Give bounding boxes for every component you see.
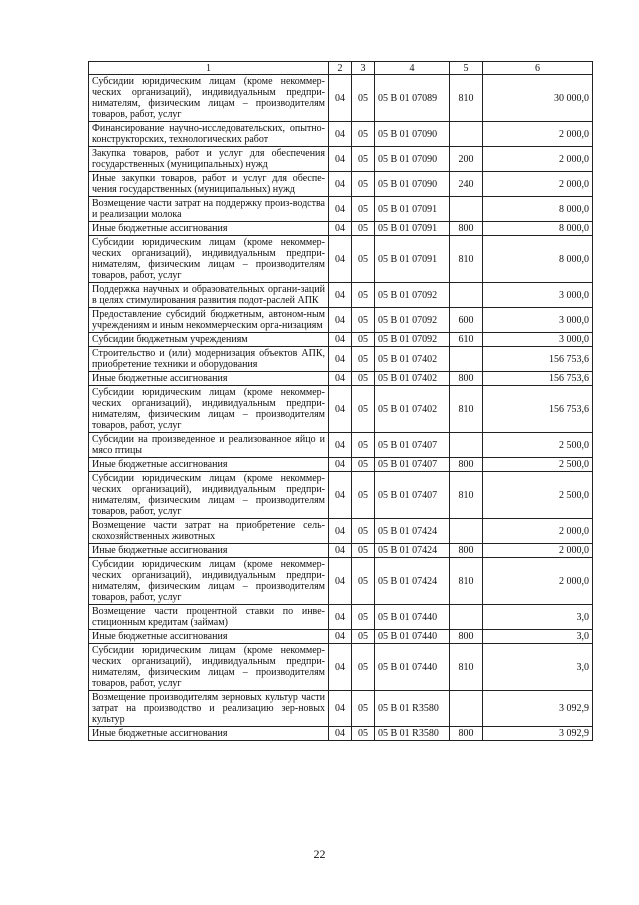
- row-subsection-cell: 05: [352, 122, 375, 147]
- row-name-cell: Субсидии юридическим лицам (кроме некоммер-ческих организаций), индивидуальным предпри-нимателям, физическим лицам – производителям товаров, работ, услуг: [89, 472, 329, 519]
- row-amount-cell: 3,0: [483, 605, 593, 630]
- row-subsection-cell: 05: [352, 75, 375, 122]
- row-amount-cell: 3 000,0: [483, 308, 593, 333]
- column-header-3: 3: [352, 62, 375, 75]
- row-expense-type-cell: [450, 605, 483, 630]
- table-row: [89, 197, 593, 222]
- row-amount-cell: 156 753,6: [483, 372, 593, 386]
- row-amount-cell: 3 092,9: [483, 691, 593, 727]
- row-subsection-cell: 05: [352, 519, 375, 544]
- row-target-article-cell: 05 В 01 07424: [375, 558, 450, 605]
- row-expense-type-cell: 610: [450, 333, 483, 347]
- row-section-cell: 04: [329, 605, 352, 630]
- row-name-cell: Иные закупки товаров, работ и услуг для обеспе-чения государственных (муниципальных) нужд: [89, 172, 329, 197]
- row-amount-cell: 8 000,0: [483, 197, 593, 222]
- row-expense-type-cell: 810: [450, 75, 483, 122]
- row-subsection-cell: 05: [352, 433, 375, 458]
- row-expense-type-cell: 810: [450, 644, 483, 691]
- row-expense-type-cell: [450, 691, 483, 727]
- row-expense-type-cell: 810: [450, 236, 483, 283]
- table-row: [89, 236, 593, 283]
- row-name-cell: Закупка товаров, работ и услуг для обеспечения государственных (муниципальных) нужд: [89, 147, 329, 172]
- row-section-cell: 04: [329, 147, 352, 172]
- row-section-cell: 04: [329, 386, 352, 433]
- row-subsection-cell: 05: [352, 147, 375, 172]
- row-target-article-cell: 05 В 01 07090: [375, 122, 450, 147]
- row-section-cell: 04: [329, 122, 352, 147]
- table-row: [89, 605, 593, 630]
- row-name-cell: Иные бюджетные ассигнования: [89, 222, 329, 236]
- row-name-cell: Возмещение части затрат на приобретение сель-скохозяйственных животных: [89, 519, 329, 544]
- row-target-article-cell: 05 В 01 07402: [375, 386, 450, 433]
- row-section-cell: 04: [329, 691, 352, 727]
- row-section-cell: 04: [329, 472, 352, 519]
- row-section-cell: 04: [329, 333, 352, 347]
- row-expense-type-cell: 810: [450, 386, 483, 433]
- row-subsection-cell: 05: [352, 283, 375, 308]
- row-target-article-cell: 05 В 01 07440: [375, 644, 450, 691]
- row-amount-cell: 2 000,0: [483, 558, 593, 605]
- row-amount-cell: 3,0: [483, 630, 593, 644]
- row-subsection-cell: 05: [352, 172, 375, 197]
- row-section-cell: 04: [329, 222, 352, 236]
- row-target-article-cell: 05 В 01 07440: [375, 605, 450, 630]
- row-expense-type-cell: [450, 197, 483, 222]
- row-section-cell: 04: [329, 197, 352, 222]
- row-target-article-cell: 05 В 01 07402: [375, 372, 450, 386]
- table-row: [89, 691, 593, 727]
- row-amount-cell: 3 092,9: [483, 727, 593, 741]
- row-section-cell: 04: [329, 433, 352, 458]
- row-expense-type-cell: [450, 347, 483, 372]
- row-name-cell: Субсидии юридическим лицам (кроме некоммер-ческих организаций), индивидуальным предпри-нимателям, физическим лицам – производителям товаров, работ, услуг: [89, 558, 329, 605]
- row-target-article-cell: 05 В 01 07407: [375, 472, 450, 519]
- row-expense-type-cell: 800: [450, 544, 483, 558]
- row-name-cell: Иные бюджетные ассигнования: [89, 458, 329, 472]
- row-target-article-cell: 05 В 01 07424: [375, 519, 450, 544]
- row-amount-cell: 30 000,0: [483, 75, 593, 122]
- row-name-cell: Финансирование научно-исследовательских, опытно-конструкторских, технологических работ: [89, 122, 329, 147]
- row-section-cell: 04: [329, 75, 352, 122]
- row-target-article-cell: 05 В 01 07090: [375, 147, 450, 172]
- column-header-4: 4: [375, 62, 450, 75]
- row-section-cell: 04: [329, 558, 352, 605]
- table-row: [89, 386, 593, 433]
- row-section-cell: 04: [329, 308, 352, 333]
- row-subsection-cell: 05: [352, 558, 375, 605]
- row-subsection-cell: 05: [352, 308, 375, 333]
- row-subsection-cell: 05: [352, 644, 375, 691]
- row-subsection-cell: 05: [352, 630, 375, 644]
- table-row: [89, 308, 593, 333]
- row-target-article-cell: 05 В 01 07407: [375, 433, 450, 458]
- row-subsection-cell: 05: [352, 197, 375, 222]
- table-row: [89, 372, 593, 386]
- table-row: [89, 544, 593, 558]
- table-row: [89, 558, 593, 605]
- row-expense-type-cell: 240: [450, 172, 483, 197]
- row-name-cell: Возмещение производителям зерновых культур части затрат на производство и реализацию зер-новых культур: [89, 691, 329, 727]
- row-amount-cell: 8 000,0: [483, 236, 593, 283]
- table-row: [89, 333, 593, 347]
- column-header-6: 6: [483, 62, 593, 75]
- row-expense-type-cell: 810: [450, 558, 483, 605]
- table-row: [89, 122, 593, 147]
- row-target-article-cell: 05 В 01 R3580: [375, 727, 450, 741]
- row-target-article-cell: 05 В 01 07092: [375, 308, 450, 333]
- table-body: [89, 75, 593, 741]
- row-name-cell: Иные бюджетные ассигнования: [89, 372, 329, 386]
- row-subsection-cell: 05: [352, 372, 375, 386]
- row-expense-type-cell: [450, 433, 483, 458]
- table-row: [89, 147, 593, 172]
- row-subsection-cell: 05: [352, 386, 375, 433]
- column-header-1: 1: [89, 62, 329, 75]
- row-section-cell: 04: [329, 519, 352, 544]
- row-section-cell: 04: [329, 372, 352, 386]
- row-amount-cell: 3,0: [483, 644, 593, 691]
- table-row: [89, 644, 593, 691]
- row-name-cell: Поддержка научных и образовательных органи-заций в целях стимулирования развития подот-раслей АПК: [89, 283, 329, 308]
- row-subsection-cell: 05: [352, 236, 375, 283]
- table-row: [89, 630, 593, 644]
- table-row: [89, 172, 593, 197]
- row-expense-type-cell: 200: [450, 147, 483, 172]
- row-expense-type-cell: 600: [450, 308, 483, 333]
- row-section-cell: 04: [329, 347, 352, 372]
- row-amount-cell: 8 000,0: [483, 222, 593, 236]
- row-expense-type-cell: 800: [450, 372, 483, 386]
- table-row: [89, 222, 593, 236]
- row-section-cell: 04: [329, 283, 352, 308]
- row-amount-cell: 2 000,0: [483, 147, 593, 172]
- row-target-article-cell: 05 В 01 07092: [375, 283, 450, 308]
- row-target-article-cell: 05 В 01 07091: [375, 197, 450, 222]
- row-target-article-cell: 05 В 01 07090: [375, 172, 450, 197]
- row-amount-cell: 2 500,0: [483, 472, 593, 519]
- row-amount-cell: 2 500,0: [483, 433, 593, 458]
- row-amount-cell: 2 000,0: [483, 544, 593, 558]
- row-subsection-cell: 05: [352, 544, 375, 558]
- row-name-cell: Субсидии юридическим лицам (кроме некоммер-ческих организаций), индивидуальным предпри-нимателям, физическим лицам – производителям товаров, работ, услуг: [89, 75, 329, 122]
- table-row: [89, 472, 593, 519]
- row-expense-type-cell: [450, 283, 483, 308]
- row-expense-type-cell: 800: [450, 727, 483, 741]
- row-expense-type-cell: 800: [450, 630, 483, 644]
- table-row: [89, 433, 593, 458]
- row-target-article-cell: 05 В 01 07091: [375, 236, 450, 283]
- row-subsection-cell: 05: [352, 458, 375, 472]
- budget-table: [88, 61, 593, 741]
- row-section-cell: 04: [329, 236, 352, 283]
- row-name-cell: Иные бюджетные ассигнования: [89, 630, 329, 644]
- row-amount-cell: 2 000,0: [483, 122, 593, 147]
- row-name-cell: Субсидии юридическим лицам (кроме некоммер-ческих организаций), индивидуальным предпри-нимателям, физическим лицам – производителям товаров, работ, услуг: [89, 644, 329, 691]
- table-row: [89, 519, 593, 544]
- row-amount-cell: 3 000,0: [483, 283, 593, 308]
- row-section-cell: 04: [329, 544, 352, 558]
- row-name-cell: Субсидии юридическим лицам (кроме некоммер-ческих организаций), индивидуальным предпри-нимателям, физическим лицам – производителям товаров, работ, услуг: [89, 236, 329, 283]
- row-section-cell: 04: [329, 727, 352, 741]
- row-name-cell: Предоставление субсидий бюджетным, автоном-ным учреждениям и иным некоммерческим орга-низациям: [89, 308, 329, 333]
- table-row: [89, 727, 593, 741]
- row-expense-type-cell: [450, 122, 483, 147]
- row-subsection-cell: 05: [352, 222, 375, 236]
- row-name-cell: Иные бюджетные ассигнования: [89, 727, 329, 741]
- table-header-row: [89, 62, 593, 75]
- row-expense-type-cell: [450, 519, 483, 544]
- table-row: [89, 458, 593, 472]
- row-subsection-cell: 05: [352, 472, 375, 519]
- row-name-cell: Возмещение части процентной ставки по инве-стиционным кредитам (займам): [89, 605, 329, 630]
- row-name-cell: Возмещение части затрат на поддержку произ-водства и реализации молока: [89, 197, 329, 222]
- row-subsection-cell: 05: [352, 333, 375, 347]
- row-amount-cell: 156 753,6: [483, 347, 593, 372]
- row-target-article-cell: 05 В 01 07091: [375, 222, 450, 236]
- row-target-article-cell: 05 В 01 07440: [375, 630, 450, 644]
- row-subsection-cell: 05: [352, 691, 375, 727]
- row-target-article-cell: 05 В 01 07407: [375, 458, 450, 472]
- table-row: [89, 283, 593, 308]
- row-amount-cell: 2 000,0: [483, 519, 593, 544]
- row-name-cell: Иные бюджетные ассигнования: [89, 544, 329, 558]
- row-target-article-cell: 05 В 01 07424: [375, 544, 450, 558]
- row-subsection-cell: 05: [352, 347, 375, 372]
- row-subsection-cell: 05: [352, 727, 375, 741]
- row-amount-cell: 2 000,0: [483, 172, 593, 197]
- page-number: 22: [313, 847, 326, 861]
- row-subsection-cell: 05: [352, 605, 375, 630]
- row-amount-cell: 3 000,0: [483, 333, 593, 347]
- row-target-article-cell: 05 В 01 R3580: [375, 691, 450, 727]
- table-row: [89, 347, 593, 372]
- row-section-cell: 04: [329, 644, 352, 691]
- column-header-5: 5: [450, 62, 483, 75]
- row-name-cell: Субсидии на произведенное и реализованное яйцо и мясо птицы: [89, 433, 329, 458]
- row-target-article-cell: 05 В 01 07089: [375, 75, 450, 122]
- row-amount-cell: 2 500,0: [483, 458, 593, 472]
- row-expense-type-cell: 800: [450, 222, 483, 236]
- row-section-cell: 04: [329, 630, 352, 644]
- row-name-cell: Субсидии бюджетным учреждениям: [89, 333, 329, 347]
- row-target-article-cell: 05 В 01 07092: [375, 333, 450, 347]
- row-section-cell: 04: [329, 458, 352, 472]
- row-target-article-cell: 05 В 01 07402: [375, 347, 450, 372]
- row-amount-cell: 156 753,6: [483, 386, 593, 433]
- row-name-cell: Строительство и (или) модернизация объектов АПК, приобретение техники и оборудования: [89, 347, 329, 372]
- row-expense-type-cell: 810: [450, 472, 483, 519]
- table-row: [89, 75, 593, 122]
- row-expense-type-cell: 800: [450, 458, 483, 472]
- row-name-cell: Субсидии юридическим лицам (кроме некоммер-ческих организаций), индивидуальным предпри-нимателям, физическим лицам – производителям товаров, работ, услуг: [89, 386, 329, 433]
- column-header-2: 2: [329, 62, 352, 75]
- row-section-cell: 04: [329, 172, 352, 197]
